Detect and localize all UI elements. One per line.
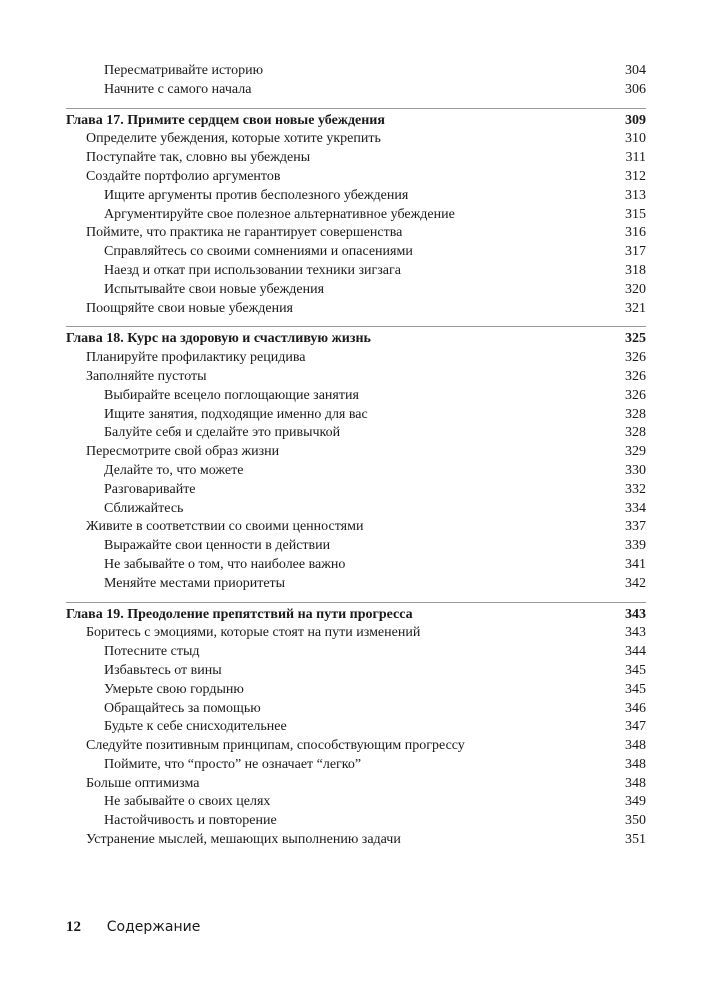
toc-entry <box>66 556 646 575</box>
toc-entry-title: Не забывайте о том, что наиболее важно <box>104 556 346 572</box>
toc-entry-title: Боритесь с эмоциями, которые стоят на пути изменений <box>86 625 421 641</box>
toc-entry-page: 343 <box>625 625 646 641</box>
running-title: Содержание <box>106 919 201 935</box>
toc-entry <box>66 406 646 425</box>
toc-entry-page: 345 <box>625 662 646 678</box>
toc-entry <box>66 575 646 594</box>
toc-entry-title: Следуйте позитивным принципам, способствующим прогрессу <box>86 738 465 754</box>
toc-entry-page: 350 <box>625 813 646 829</box>
toc-entry-title: Наезд и откат при использовании техники зигзага <box>104 262 401 278</box>
toc-entry-title: Живите в соответствии со своими ценностями <box>86 519 364 535</box>
toc-entry-title: Начните с самого начала <box>104 81 252 97</box>
toc-entry-title: Балуйте себя и сделайте это привычкой <box>104 425 341 441</box>
toc-entry-page: 346 <box>625 700 646 716</box>
toc-entry-title: Заполняйте пустоты <box>86 368 207 384</box>
toc-entry-title: Испытывайте свои новые убеждения <box>104 281 325 297</box>
toc-entry-page: 309 <box>625 112 646 128</box>
toc-entry-title: Ищите аргументы против бесполезного убеждения <box>104 187 409 203</box>
toc-entry-title: Больше оптимизма <box>86 775 200 791</box>
toc-entry-page: 326 <box>625 350 646 366</box>
toc-entry-page: 348 <box>625 756 646 772</box>
toc-entry <box>66 349 646 368</box>
toc-entry <box>66 368 646 387</box>
toc-entry-title: Глава 19. Преодоление препятствий на пути прогресса <box>66 606 413 622</box>
toc-section <box>66 326 646 593</box>
toc-entry <box>66 424 646 443</box>
toc-entry-page: 343 <box>625 606 646 622</box>
toc-entry <box>66 262 646 281</box>
toc-entry-page: 316 <box>625 225 646 241</box>
toc-entry-page: 328 <box>625 425 646 441</box>
toc-entry <box>66 537 646 556</box>
toc-section <box>66 602 646 850</box>
toc-entry <box>66 224 646 243</box>
toc-entry-page: 339 <box>625 538 646 554</box>
toc-section <box>66 62 646 100</box>
toc-entry-title: Делайте то, что можете <box>104 462 244 478</box>
toc-entry <box>66 300 646 319</box>
toc-entry <box>66 793 646 812</box>
toc-entry-page: 330 <box>625 462 646 478</box>
toc-entry <box>66 643 646 662</box>
toc-entry-page: 317 <box>625 244 646 260</box>
toc-entry-title: Обращайтесь за помощью <box>104 700 261 716</box>
toc-entry <box>66 443 646 462</box>
toc-entry <box>66 624 646 643</box>
toc-entry-title: Ищите занятия, подходящие именно для вас <box>104 406 368 422</box>
toc-chapter-entry <box>66 330 646 349</box>
toc-entry <box>66 681 646 700</box>
toc-entry-page: 315 <box>625 206 646 222</box>
toc-entry <box>66 281 646 300</box>
toc-entry <box>66 518 646 537</box>
toc-entry-page: 311 <box>625 150 646 166</box>
toc-entry <box>66 243 646 262</box>
toc-entry-page: 328 <box>625 406 646 422</box>
toc-entry-title: Поймите, что “просто” не означает “легко” <box>104 756 362 772</box>
toc-entry-page: 329 <box>625 444 646 460</box>
toc-entry <box>66 812 646 831</box>
toc-entry-title: Избавьтесь от вины <box>104 662 222 678</box>
toc-chapter-entry <box>66 112 646 131</box>
toc-entry <box>66 737 646 756</box>
toc-entry-title: Умерьте свою гордыню <box>104 681 244 697</box>
toc-entry <box>66 62 646 81</box>
toc-entry-title: Меняйте местами приоритеты <box>104 575 286 591</box>
toc-entry-page: 318 <box>625 262 646 278</box>
toc-entry-title: Разговаривайте <box>104 481 196 497</box>
toc-entry <box>66 500 646 519</box>
toc-entry-title: Глава 18. Курс на здоровую и счастливую жизнь <box>66 331 371 347</box>
toc-entry-title: Пересмотрите свой образ жизни <box>86 444 280 460</box>
toc-entry-page: 332 <box>625 481 646 497</box>
toc-entry <box>66 462 646 481</box>
toc-entry-page: 320 <box>625 281 646 297</box>
toc-entry-page: 348 <box>625 738 646 754</box>
toc-entry-title: Планируйте профилактику рецидива <box>86 350 306 366</box>
toc-entry-page: 326 <box>625 368 646 384</box>
toc-entry-title: Выражайте свои ценности в действии <box>104 538 331 554</box>
toc-entry-page: 345 <box>625 681 646 697</box>
toc-entry-page: 341 <box>625 556 646 572</box>
toc-entry-page: 344 <box>625 644 646 660</box>
toc-entry-title: Поощряйте свои новые убеждения <box>86 300 293 316</box>
toc-entry <box>66 662 646 681</box>
toc-entry-title: Аргументируйте свое полезное альтернативное убеждение <box>104 206 455 222</box>
toc-entry-page: 351 <box>625 832 646 848</box>
toc-entry-page: 304 <box>625 63 646 78</box>
toc-entry-title: Создайте портфолио аргументов <box>86 168 281 184</box>
toc-entry-page: 310 <box>625 131 646 147</box>
toc-entry-title: Не забывайте о своих целях <box>104 794 271 810</box>
toc-entry-page: 337 <box>625 519 646 535</box>
toc-entry <box>66 387 646 406</box>
toc-entry-page: 348 <box>625 775 646 791</box>
toc-entry-title: Справляйтесь со своими сомнениями и опасениями <box>104 244 413 260</box>
toc-entry-title: Сближайтесь <box>104 500 184 516</box>
toc-entry <box>66 775 646 794</box>
toc-entry-title: Выбирайте всецело поглощающие занятия <box>104 387 359 403</box>
toc-entry-title: Пересматривайте историю <box>104 63 264 78</box>
toc-entry-page: 342 <box>625 575 646 591</box>
toc-entry <box>66 756 646 775</box>
toc-entry-page: 334 <box>625 500 646 516</box>
toc-entry-page: 313 <box>625 187 646 203</box>
toc-entry <box>66 700 646 719</box>
toc-section <box>66 108 646 319</box>
toc-entry <box>66 718 646 737</box>
toc-entry-page: 312 <box>625 168 646 184</box>
toc-entry <box>66 206 646 225</box>
toc-entry-page: 325 <box>625 331 646 347</box>
table-of-contents <box>66 62 646 850</box>
toc-entry <box>66 831 646 850</box>
toc-entry-title: Поймите, что практика не гарантирует совершенства <box>86 225 403 241</box>
page-footer <box>66 919 200 936</box>
page-number: 12 <box>66 919 81 935</box>
toc-entry <box>66 149 646 168</box>
toc-entry <box>66 130 646 149</box>
toc-entry <box>66 81 646 100</box>
toc-entry-page: 306 <box>625 81 646 97</box>
toc-entry-title: Устранение мыслей, мешающих выполнению задачи <box>86 832 401 848</box>
toc-entry <box>66 168 646 187</box>
toc-entry <box>66 187 646 206</box>
toc-chapter-entry <box>66 606 646 625</box>
toc-entry-page: 321 <box>625 300 646 316</box>
toc-entry-page: 349 <box>625 794 646 810</box>
toc-entry-title: Поступайте так, словно вы убеждены <box>86 150 311 166</box>
toc-entry-title: Будьте к себе снисходительнее <box>104 719 287 735</box>
toc-entry-title: Глава 17. Примите сердцем свои новые убеждения <box>66 112 385 128</box>
toc-entry <box>66 481 646 500</box>
toc-entry-title: Определите убеждения, которые хотите укрепить <box>86 131 381 147</box>
toc-entry-page: 326 <box>625 387 646 403</box>
toc-entry-title: Настойчивость и повторение <box>104 813 277 829</box>
toc-entry-page: 347 <box>625 719 646 735</box>
toc-entry-title: Потесните стыд <box>104 644 200 660</box>
